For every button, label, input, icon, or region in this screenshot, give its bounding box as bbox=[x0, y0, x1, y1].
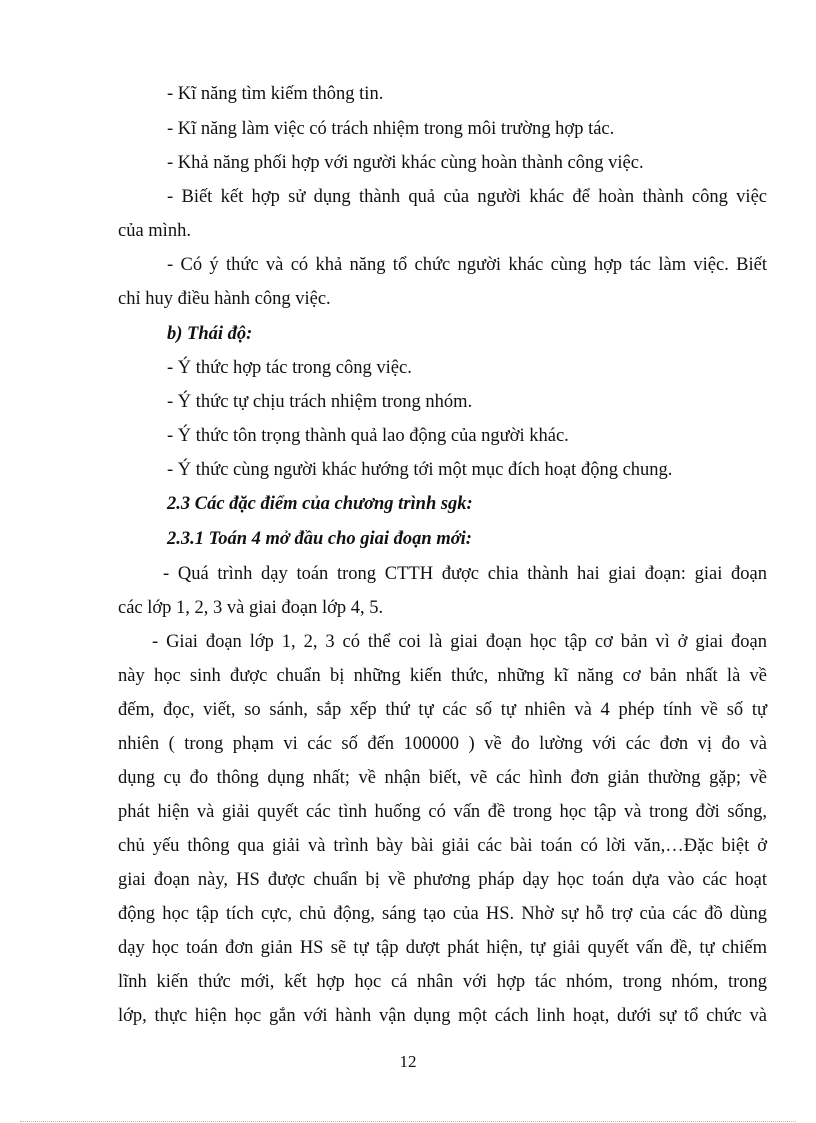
page-number: 12 bbox=[399, 1052, 417, 1071]
bullet-skill-coordination: - Khả năng phối hợp với người khác cùng hoàn thành công việc. bbox=[167, 153, 644, 173]
paragraph-line: phát hiện và giải quyết các tình huống có vấn đề trong học tập và trong đời sống, bbox=[118, 802, 767, 822]
section-heading-2-3: 2.3 Các đặc điểm của chương trình sgk: bbox=[167, 494, 473, 514]
bullet-attitude-cooperation: - Ý thức hợp tác trong công việc. bbox=[167, 358, 412, 378]
paragraph-line: chủ yếu thông qua giải và trình bày bài giải các bài toán có lời văn,…Đặc biệt ở bbox=[118, 836, 767, 856]
paragraph-line: - Giai đoạn lớp 1, 2, 3 có thể coi là giai đoạn học tập cơ bản vì ở giai đoạn bbox=[152, 632, 767, 652]
bullet-skill-search: - Kĩ năng tìm kiếm thông tin. bbox=[167, 84, 384, 104]
section-heading-2-3-1: 2.3.1 Toán 4 mở đầu cho giai đoạn mới: bbox=[167, 529, 472, 549]
paragraph-line: giai đoạn này, HS được chuẩn bị về phương pháp dạy học toán dựa vào các hoạt bbox=[118, 870, 767, 890]
paragraph-line: - Quá trình dạy toán trong CTTH được chia thành hai giai đoạn: giai đoạn bbox=[163, 564, 767, 584]
bullet-skill-organize-cont: chỉ huy điều hành công việc. bbox=[118, 289, 331, 309]
bullet-skill-combine-cont: của mình. bbox=[118, 221, 191, 241]
paragraph-line: động học tập tích cực, chủ động, sáng tạo của HS. Nhờ sự hỗ trợ của các đồ dùng bbox=[118, 904, 767, 924]
page-bottom-rule bbox=[20, 1121, 796, 1122]
paragraph-line: đếm, đọc, viết, so sánh, sắp xếp thứ tự các số tự nhiên và 4 phép tính về số tự bbox=[118, 700, 767, 720]
paragraph-line: dụng cụ đo thông dụng nhất; về nhận biết, vẽ các hình đơn giản thường gặp; về bbox=[118, 768, 767, 788]
paragraph-line: lớp, thực hiện học gắn với hành vận dụng một cách linh hoạt, dưới sự tổ chức và bbox=[118, 1006, 767, 1026]
bullet-attitude-respect: - Ý thức tôn trọng thành quả lao động của người khác. bbox=[167, 426, 569, 446]
bullet-skill-organize: - Có ý thức và có khả năng tổ chức người khác cùng hợp tác làm việc. Biết bbox=[167, 255, 767, 275]
paragraph-line: này học sinh được chuẩn bị những kiến thức, những kĩ năng cơ bản nhất là về bbox=[118, 666, 767, 686]
bullet-skill-combine: - Biết kết hợp sử dụng thành quả của người khác để hoàn thành công việc bbox=[167, 187, 767, 207]
paragraph-line: dạy học toán đơn giản HS sẽ tự tập dượt phát hiện, tự giải quyết vấn đề, tự chiếm bbox=[118, 938, 767, 958]
paragraph-line: nhiên ( trong phạm vi các số đến 100000 ) về đo lường với các đơn vị đo và bbox=[118, 734, 767, 754]
paragraph-line: các lớp 1, 2, 3 và giai đoạn lớp 4, 5. bbox=[118, 598, 384, 618]
section-heading-attitude: b) Thái độ: bbox=[167, 324, 253, 344]
paragraph-line: lĩnh kiến thức mới, kết hợp học cá nhân với hợp tác nhóm, trong nhóm, trong bbox=[118, 972, 767, 992]
bullet-attitude-common-goal: - Ý thức cùng người khác hướng tới một mục đích hoạt động chung. bbox=[167, 460, 673, 480]
bullet-attitude-responsibility: - Ý thức tự chịu trách nhiệm trong nhóm. bbox=[167, 392, 473, 412]
bullet-skill-responsibility: - Kĩ năng làm việc có trách nhiệm trong môi trường hợp tác. bbox=[167, 119, 615, 139]
